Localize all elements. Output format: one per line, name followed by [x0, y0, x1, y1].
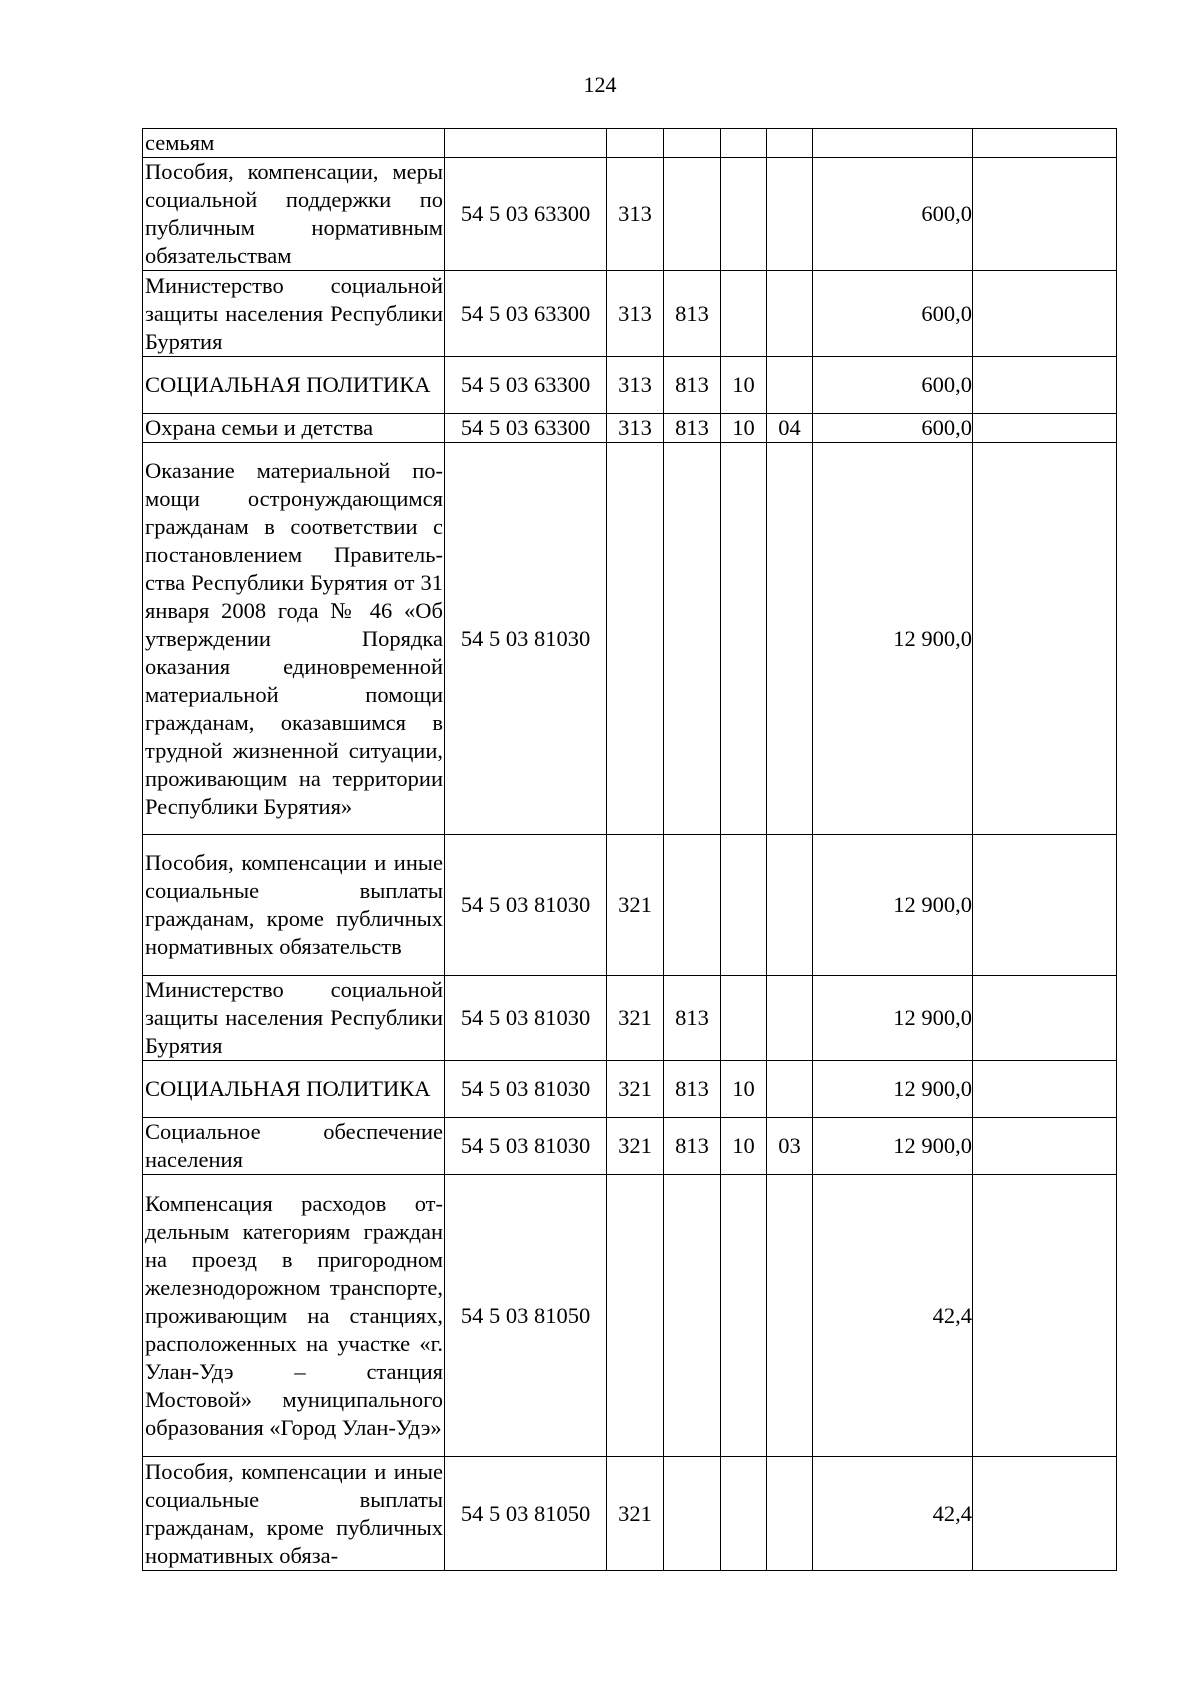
amount: 12 900,0	[813, 1061, 973, 1118]
extra-cell	[973, 158, 1117, 271]
table-row	[143, 271, 1117, 357]
target-code: 54 5 03 63300	[445, 357, 607, 414]
subsection-code	[767, 1457, 813, 1571]
table-row	[143, 1457, 1117, 1571]
target-code: 54 5 03 81030	[445, 1061, 607, 1118]
extra-cell	[973, 443, 1117, 835]
target-code: 54 5 03 81050	[445, 1457, 607, 1571]
extra-cell	[973, 1061, 1117, 1118]
table-row	[143, 414, 1117, 443]
section-code	[721, 1457, 767, 1571]
table-row	[143, 158, 1117, 271]
table-row	[143, 1175, 1117, 1457]
ministry-code	[664, 158, 721, 271]
table-row	[143, 357, 1117, 414]
extra-cell	[973, 271, 1117, 357]
expense-type: 321	[607, 1457, 664, 1571]
section-code: 10	[721, 1061, 767, 1118]
section-code	[721, 271, 767, 357]
expense-type: 321	[607, 835, 664, 976]
subsection-code	[767, 1175, 813, 1457]
item-name: Министерство социальной защиты населения Республики Бурятия	[143, 976, 445, 1061]
amount: 600,0	[813, 158, 973, 271]
extra-cell	[973, 129, 1117, 158]
page-number: 124	[583, 72, 617, 97]
table-body	[143, 129, 1117, 1571]
ministry-code	[664, 443, 721, 835]
ministry-code: 813	[664, 414, 721, 443]
expense-type: 313	[607, 414, 664, 443]
section-code	[721, 129, 767, 158]
extra-cell	[973, 976, 1117, 1061]
section-code	[721, 1175, 767, 1457]
subsection-code	[767, 357, 813, 414]
amount: 12 900,0	[813, 1118, 973, 1175]
extra-cell	[973, 1175, 1117, 1457]
item-name: Пособия, компенсации и иные социальные выплаты гражданам, кроме публичных нормативных обяза-	[143, 1457, 445, 1571]
expense-type: 313	[607, 357, 664, 414]
item-name: Охрана семьи и детства	[143, 414, 445, 443]
item-name: СОЦИАЛЬНАЯ ПОЛИТИКА	[143, 357, 445, 414]
item-name: Пособия, компенсации и иные социальные выплаты гражданам, кроме публичных нормативных обязательств	[143, 835, 445, 976]
target-code: 54 5 03 81050	[445, 1175, 607, 1457]
budget-table	[142, 128, 1117, 1571]
section-code	[721, 976, 767, 1061]
subsection-code	[767, 1061, 813, 1118]
ministry-code: 813	[664, 976, 721, 1061]
subsection-code: 04	[767, 414, 813, 443]
expense-type: 321	[607, 1061, 664, 1118]
target-code: 54 5 03 81030	[445, 835, 607, 976]
target-code: 54 5 03 81030	[445, 976, 607, 1061]
item-name: Социальное обеспечение населения	[143, 1118, 445, 1175]
subsection-code: 03	[767, 1118, 813, 1175]
amount: 600,0	[813, 271, 973, 357]
item-name: Компенсация расходов отдельным категориям граждан на проезд в пригородном железнодорожном транспорте, проживающим на станциях, расположенных на участке «г. Улан-Удэ – станция Мостовой» муниципального образования «Город Улан-Удэ»	[143, 1175, 445, 1457]
target-code: 54 5 03 81030	[445, 1118, 607, 1175]
item-name: Пособия, компенсации, меры социальной поддержки по публичным нормативным обязательствам	[143, 158, 445, 271]
table-row	[143, 443, 1117, 835]
amount: 600,0	[813, 414, 973, 443]
target-code: 54 5 03 63300	[445, 414, 607, 443]
section-code: 10	[721, 414, 767, 443]
amount: 12 900,0	[813, 835, 973, 976]
extra-cell	[973, 1457, 1117, 1571]
table-row	[143, 1118, 1117, 1175]
item-name: СОЦИАЛЬНАЯ ПОЛИТИКА	[143, 1061, 445, 1118]
ministry-code: 813	[664, 1061, 721, 1118]
item-name: семьям	[143, 129, 445, 158]
expense-type	[607, 129, 664, 158]
target-code: 54 5 03 63300	[445, 158, 607, 271]
item-name: Оказание материальной помощи остронуждающимся гражданам в соответствии с постановлением Правительства Республики Бурятия от 31 января 2008 года № 46 «Об утверждении Порядка оказания единовременной материальной помощи гражданам, оказавшимся в трудной жизненной ситуации, проживающим на территории Республики Бурятия»	[143, 443, 445, 835]
amount	[813, 129, 973, 158]
section-code: 10	[721, 1118, 767, 1175]
ministry-code: 813	[664, 1118, 721, 1175]
subsection-code	[767, 271, 813, 357]
subsection-code	[767, 129, 813, 158]
extra-cell	[973, 1118, 1117, 1175]
extra-cell	[973, 414, 1117, 443]
ministry-code	[664, 1175, 721, 1457]
ministry-code	[664, 1457, 721, 1571]
subsection-code	[767, 835, 813, 976]
table-row	[143, 1061, 1117, 1118]
expense-type	[607, 1175, 664, 1457]
table-row	[143, 835, 1117, 976]
expense-type: 313	[607, 271, 664, 357]
ministry-code: 813	[664, 357, 721, 414]
expense-type: 321	[607, 976, 664, 1061]
expense-type	[607, 443, 664, 835]
ministry-code: 813	[664, 271, 721, 357]
section-code	[721, 158, 767, 271]
amount: 12 900,0	[813, 976, 973, 1061]
target-code: 54 5 03 63300	[445, 271, 607, 357]
section-code	[721, 443, 767, 835]
table-row	[143, 976, 1117, 1061]
section-code: 10	[721, 357, 767, 414]
subsection-code	[767, 443, 813, 835]
ministry-code	[664, 129, 721, 158]
item-name: Министерство социальной защиты населения Республики Бурятия	[143, 271, 445, 357]
target-code: 54 5 03 81030	[445, 443, 607, 835]
extra-cell	[973, 357, 1117, 414]
subsection-code	[767, 976, 813, 1061]
amount: 600,0	[813, 357, 973, 414]
target-code	[445, 129, 607, 158]
ministry-code	[664, 835, 721, 976]
amount: 42,4	[813, 1457, 973, 1571]
amount: 12 900,0	[813, 443, 973, 835]
amount: 42,4	[813, 1175, 973, 1457]
extra-cell	[973, 835, 1117, 976]
expense-type: 313	[607, 158, 664, 271]
table-row	[143, 129, 1117, 158]
section-code	[721, 835, 767, 976]
expense-type: 321	[607, 1118, 664, 1175]
subsection-code	[767, 158, 813, 271]
